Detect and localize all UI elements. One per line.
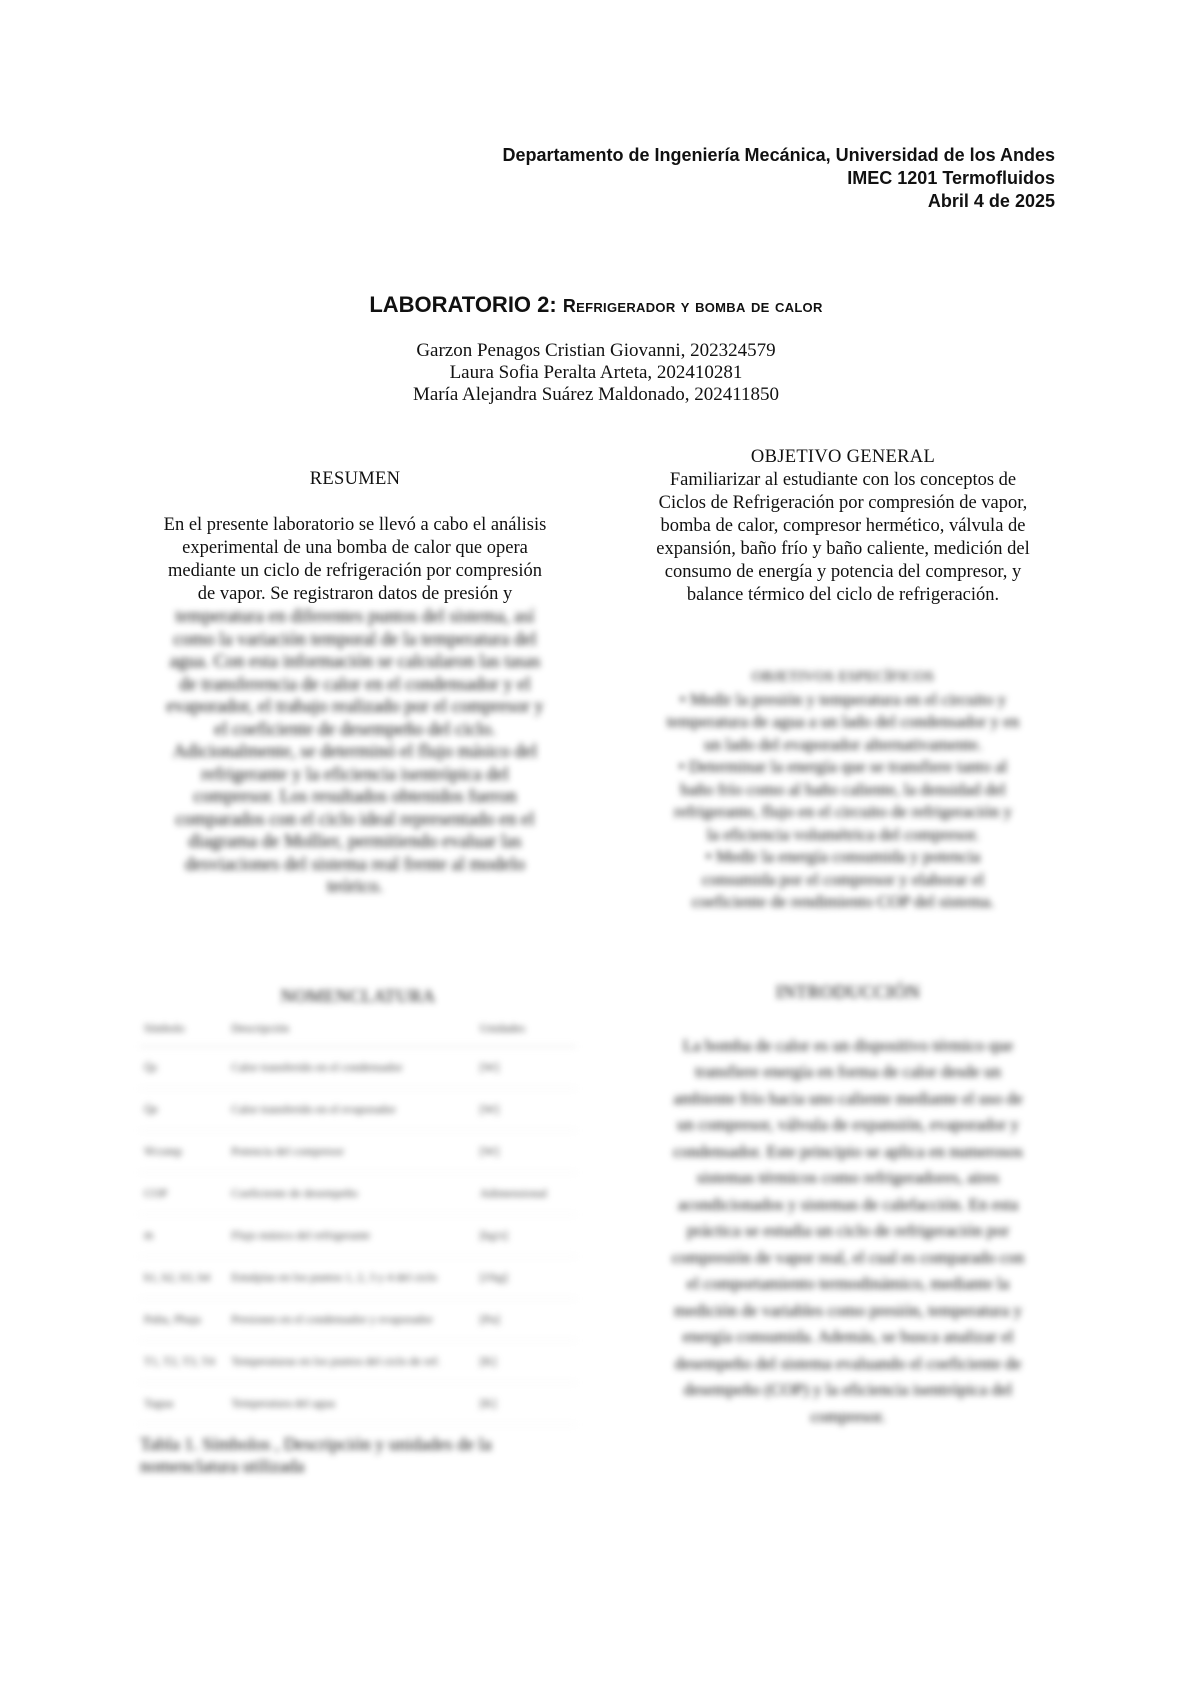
text-line: la eficiencia volumétrica del compresor. bbox=[706, 824, 980, 844]
table-cell: [Pa] bbox=[476, 1299, 576, 1341]
table-cell: [kg/s] bbox=[476, 1215, 576, 1257]
table-cell: COP bbox=[140, 1173, 227, 1215]
table-cell: Calor transferido en el condensador bbox=[227, 1047, 476, 1089]
table-cell: Ẇcomp bbox=[140, 1131, 227, 1173]
text-line: Adicionalmente, se determinó el flujo másico del bbox=[172, 742, 538, 762]
table-row bbox=[140, 1089, 576, 1131]
table-cell: Adimensional bbox=[476, 1173, 576, 1215]
table-cell: Temperaturas en los puntos del ciclo de ref. bbox=[227, 1341, 476, 1383]
caption-line: nomenclatura utilizada bbox=[140, 1456, 305, 1476]
table-row bbox=[140, 1131, 576, 1173]
table-row bbox=[140, 1173, 576, 1215]
nomenclatura-section bbox=[140, 986, 576, 1477]
column-header: Unidades bbox=[476, 1015, 576, 1047]
table-cell: Potencia del compresor bbox=[227, 1131, 476, 1173]
table-cell: ṁ bbox=[140, 1215, 227, 1257]
table-cell: [W] bbox=[476, 1131, 576, 1173]
resumen-section bbox=[140, 468, 570, 899]
text-line: ambiente frío hacia uno caliente mediante el uso de bbox=[673, 1088, 1023, 1108]
table-cell: Temperatura del agua bbox=[227, 1383, 476, 1425]
title-prefix: LABORATORIO 2: bbox=[369, 292, 563, 317]
text-line: Ciclos de Refrigeración por compresión de vapor, bbox=[658, 493, 1028, 513]
table-cell: Flujo másico del refrigerante bbox=[227, 1215, 476, 1257]
table-cell: Q̇e bbox=[140, 1089, 227, 1131]
text-line: sistemas térmicos como refrigeradores, aires bbox=[696, 1168, 1000, 1187]
text-line: • Medir la energía consumida y potencia bbox=[705, 847, 981, 866]
document-title bbox=[0, 292, 1192, 318]
introduccion-heading: INTRODUCCIÓN bbox=[775, 983, 921, 1003]
table-row bbox=[140, 1383, 576, 1425]
text-line: el comportamiento termodinámico, mediante la bbox=[686, 1274, 1010, 1293]
table-row bbox=[140, 1341, 576, 1383]
nomenclatura-heading: NOMENCLATURA bbox=[280, 986, 436, 1006]
text-line: transfiere energía en forma de calor desde un bbox=[694, 1062, 1001, 1081]
table-row bbox=[140, 1299, 576, 1341]
title-subtitle: Refrigerador y bomba de calor bbox=[562, 296, 823, 316]
text-line: de transferencia de calor en el condensador y el bbox=[179, 674, 531, 695]
author-list bbox=[0, 340, 1192, 406]
table-cell: T1, T2, T3, T4 bbox=[140, 1341, 227, 1383]
table-row bbox=[140, 1257, 576, 1299]
document-header bbox=[503, 144, 1056, 213]
text-line: En el presente laboratorio se llevó a cabo el análisis bbox=[163, 515, 547, 535]
table-row bbox=[140, 1215, 576, 1257]
text-line: balance térmico del ciclo de refrigeración. bbox=[686, 585, 1000, 605]
text-line: compresor. Los resultados obtenidos fueron bbox=[193, 787, 517, 807]
resumen-heading: RESUMEN bbox=[309, 469, 401, 489]
text-line: • Medir la presión y temperatura en el circuito y bbox=[679, 689, 1007, 709]
text-line: diagrama de Mollier, permitiendo evaluar las bbox=[188, 832, 522, 852]
text-line: agua. Con esta información se calcularon las tasas bbox=[169, 652, 541, 672]
text-line: de vapor. Se registraron datos de presión y bbox=[197, 584, 513, 604]
text-line: comparados con el ciclo ideal representado en el bbox=[175, 809, 535, 830]
table-row bbox=[140, 1047, 576, 1089]
text-line: un lado del evaporador alternativamente. bbox=[703, 734, 983, 754]
text-line: teórico. bbox=[327, 877, 383, 897]
column-header: Descripción bbox=[227, 1015, 476, 1047]
author-name: Laura Sofia Peralta Arteta, 202410281 bbox=[449, 362, 743, 383]
text-line: experimental de una bomba de calor que opera bbox=[182, 538, 528, 558]
text-line: temperatura en diferentes puntos del sistema, así bbox=[175, 607, 535, 627]
text-line: desviaciones del sistema real frente al modelo bbox=[184, 854, 526, 875]
text-line: refrigerante, flujo en el circuito de refrigeración y bbox=[674, 802, 1012, 821]
text-line: práctica se estudia un ciclo de refrigeración por bbox=[686, 1221, 1010, 1240]
text-line: bomba de calor, compresor hermético, válvula de bbox=[660, 516, 1026, 536]
department-line: Departamento de Ingeniería Mecánica, Universidad de los Andes bbox=[502, 145, 1055, 165]
text-line: el coeficiente de desempeño del ciclo. bbox=[214, 719, 496, 740]
text-line: acondicionados y sistemas de calefacción. En esta bbox=[677, 1194, 1019, 1214]
text-line: medición de variables como presión, temperatura y bbox=[674, 1300, 1022, 1320]
objetivos-especificos-heading: OBJETIVOS ESPECÍFICOS bbox=[751, 669, 935, 685]
table-cell: h1, h2, h3, h4 bbox=[140, 1257, 227, 1299]
table-caption bbox=[140, 1433, 576, 1477]
table-cell: Coeficiente de desempeño bbox=[227, 1173, 476, 1215]
text-line: coeficiente de rendimiento COP del sistema. bbox=[691, 892, 995, 911]
table-cell: [K] bbox=[476, 1383, 576, 1425]
text-line: como la variación temporal de la temperatura del bbox=[173, 629, 537, 650]
text-line: Familiarizar al estudiante con los conceptos de bbox=[669, 470, 1017, 490]
text-line: consumo de energía y potencia del compresor, y bbox=[664, 562, 1022, 582]
objetivo-general-section bbox=[628, 446, 1058, 607]
author-name: Garzon Penagos Cristian Giovanni, 202324579 bbox=[416, 340, 776, 361]
text-line: desempeño (COP) y la eficiencia isentrópica del bbox=[683, 1380, 1013, 1399]
column-header: Símbolo bbox=[140, 1015, 227, 1047]
text-line: expansión, baño frío y baño caliente, medición del bbox=[656, 539, 1030, 559]
table-header-row bbox=[140, 1015, 576, 1047]
text-line: condensador. Este principio se aplica en numerosos bbox=[673, 1141, 1023, 1161]
objetivos-especificos-section bbox=[628, 666, 1058, 914]
text-line: consumida por el compresor y elaborar el bbox=[701, 869, 985, 889]
table-cell: [K] bbox=[476, 1341, 576, 1383]
table-cell: Calor transferido en el evaporador bbox=[227, 1089, 476, 1131]
objetivo-general-heading: OBJETIVO GENERAL bbox=[750, 447, 936, 467]
text-line: energía consumida. Además, se busca analizar el bbox=[682, 1327, 1014, 1346]
table-cell: Palta, Pbaja bbox=[140, 1299, 227, 1341]
text-line: compresor. bbox=[810, 1406, 886, 1426]
resumen-blurred-text bbox=[140, 606, 570, 899]
text-line: refrigerante y la eficiencia isentrópica del bbox=[201, 764, 509, 785]
text-line: un compresor, válvula de expansión, evaporador y bbox=[676, 1115, 1020, 1134]
course-line: IMEC 1201 Termofluidos bbox=[847, 168, 1055, 188]
table-cell: Presiones en el condensador y evaporador bbox=[227, 1299, 476, 1341]
nomenclatura-table bbox=[140, 1015, 576, 1425]
text-line: La bomba de calor es un dispositivo térmico que bbox=[682, 1035, 1014, 1055]
resumen-clear-text bbox=[140, 514, 570, 606]
table-cell: Tagua bbox=[140, 1383, 227, 1425]
table-cell: Q̇c bbox=[140, 1047, 227, 1089]
caption-line: Tabla 1. Símbolos , Descripción y unidades de la bbox=[140, 1434, 492, 1454]
table-cell: [J/kg] bbox=[476, 1257, 576, 1299]
text-line: evaporador, el trabajo realizado por el compresor y bbox=[166, 697, 544, 717]
text-line: temperatura de agua a un lado del condensador y en bbox=[666, 712, 1020, 731]
author-name: María Alejandra Suárez Maldonado, 202411850 bbox=[412, 384, 779, 405]
text-line: desempeño del sistema evaluando el coeficiente de bbox=[674, 1353, 1022, 1373]
table-cell: [W] bbox=[476, 1089, 576, 1131]
introduccion-section bbox=[636, 980, 1060, 1430]
text-line: mediante un ciclo de refrigeración por compresión bbox=[168, 561, 542, 581]
table-cell: Entalpías en los puntos 1, 2, 3 y 4 del ciclo bbox=[227, 1257, 476, 1299]
text-line: baño frío como al baño caliente, la densidad del bbox=[680, 779, 1006, 799]
date-line: Abril 4 de 2025 bbox=[927, 191, 1055, 211]
text-line: compresión de vapor real, el cual es comparado con bbox=[671, 1247, 1025, 1267]
table-cell: [W] bbox=[476, 1047, 576, 1089]
text-line: • Determinar la energía que se transfiere tanto al bbox=[678, 757, 1008, 776]
